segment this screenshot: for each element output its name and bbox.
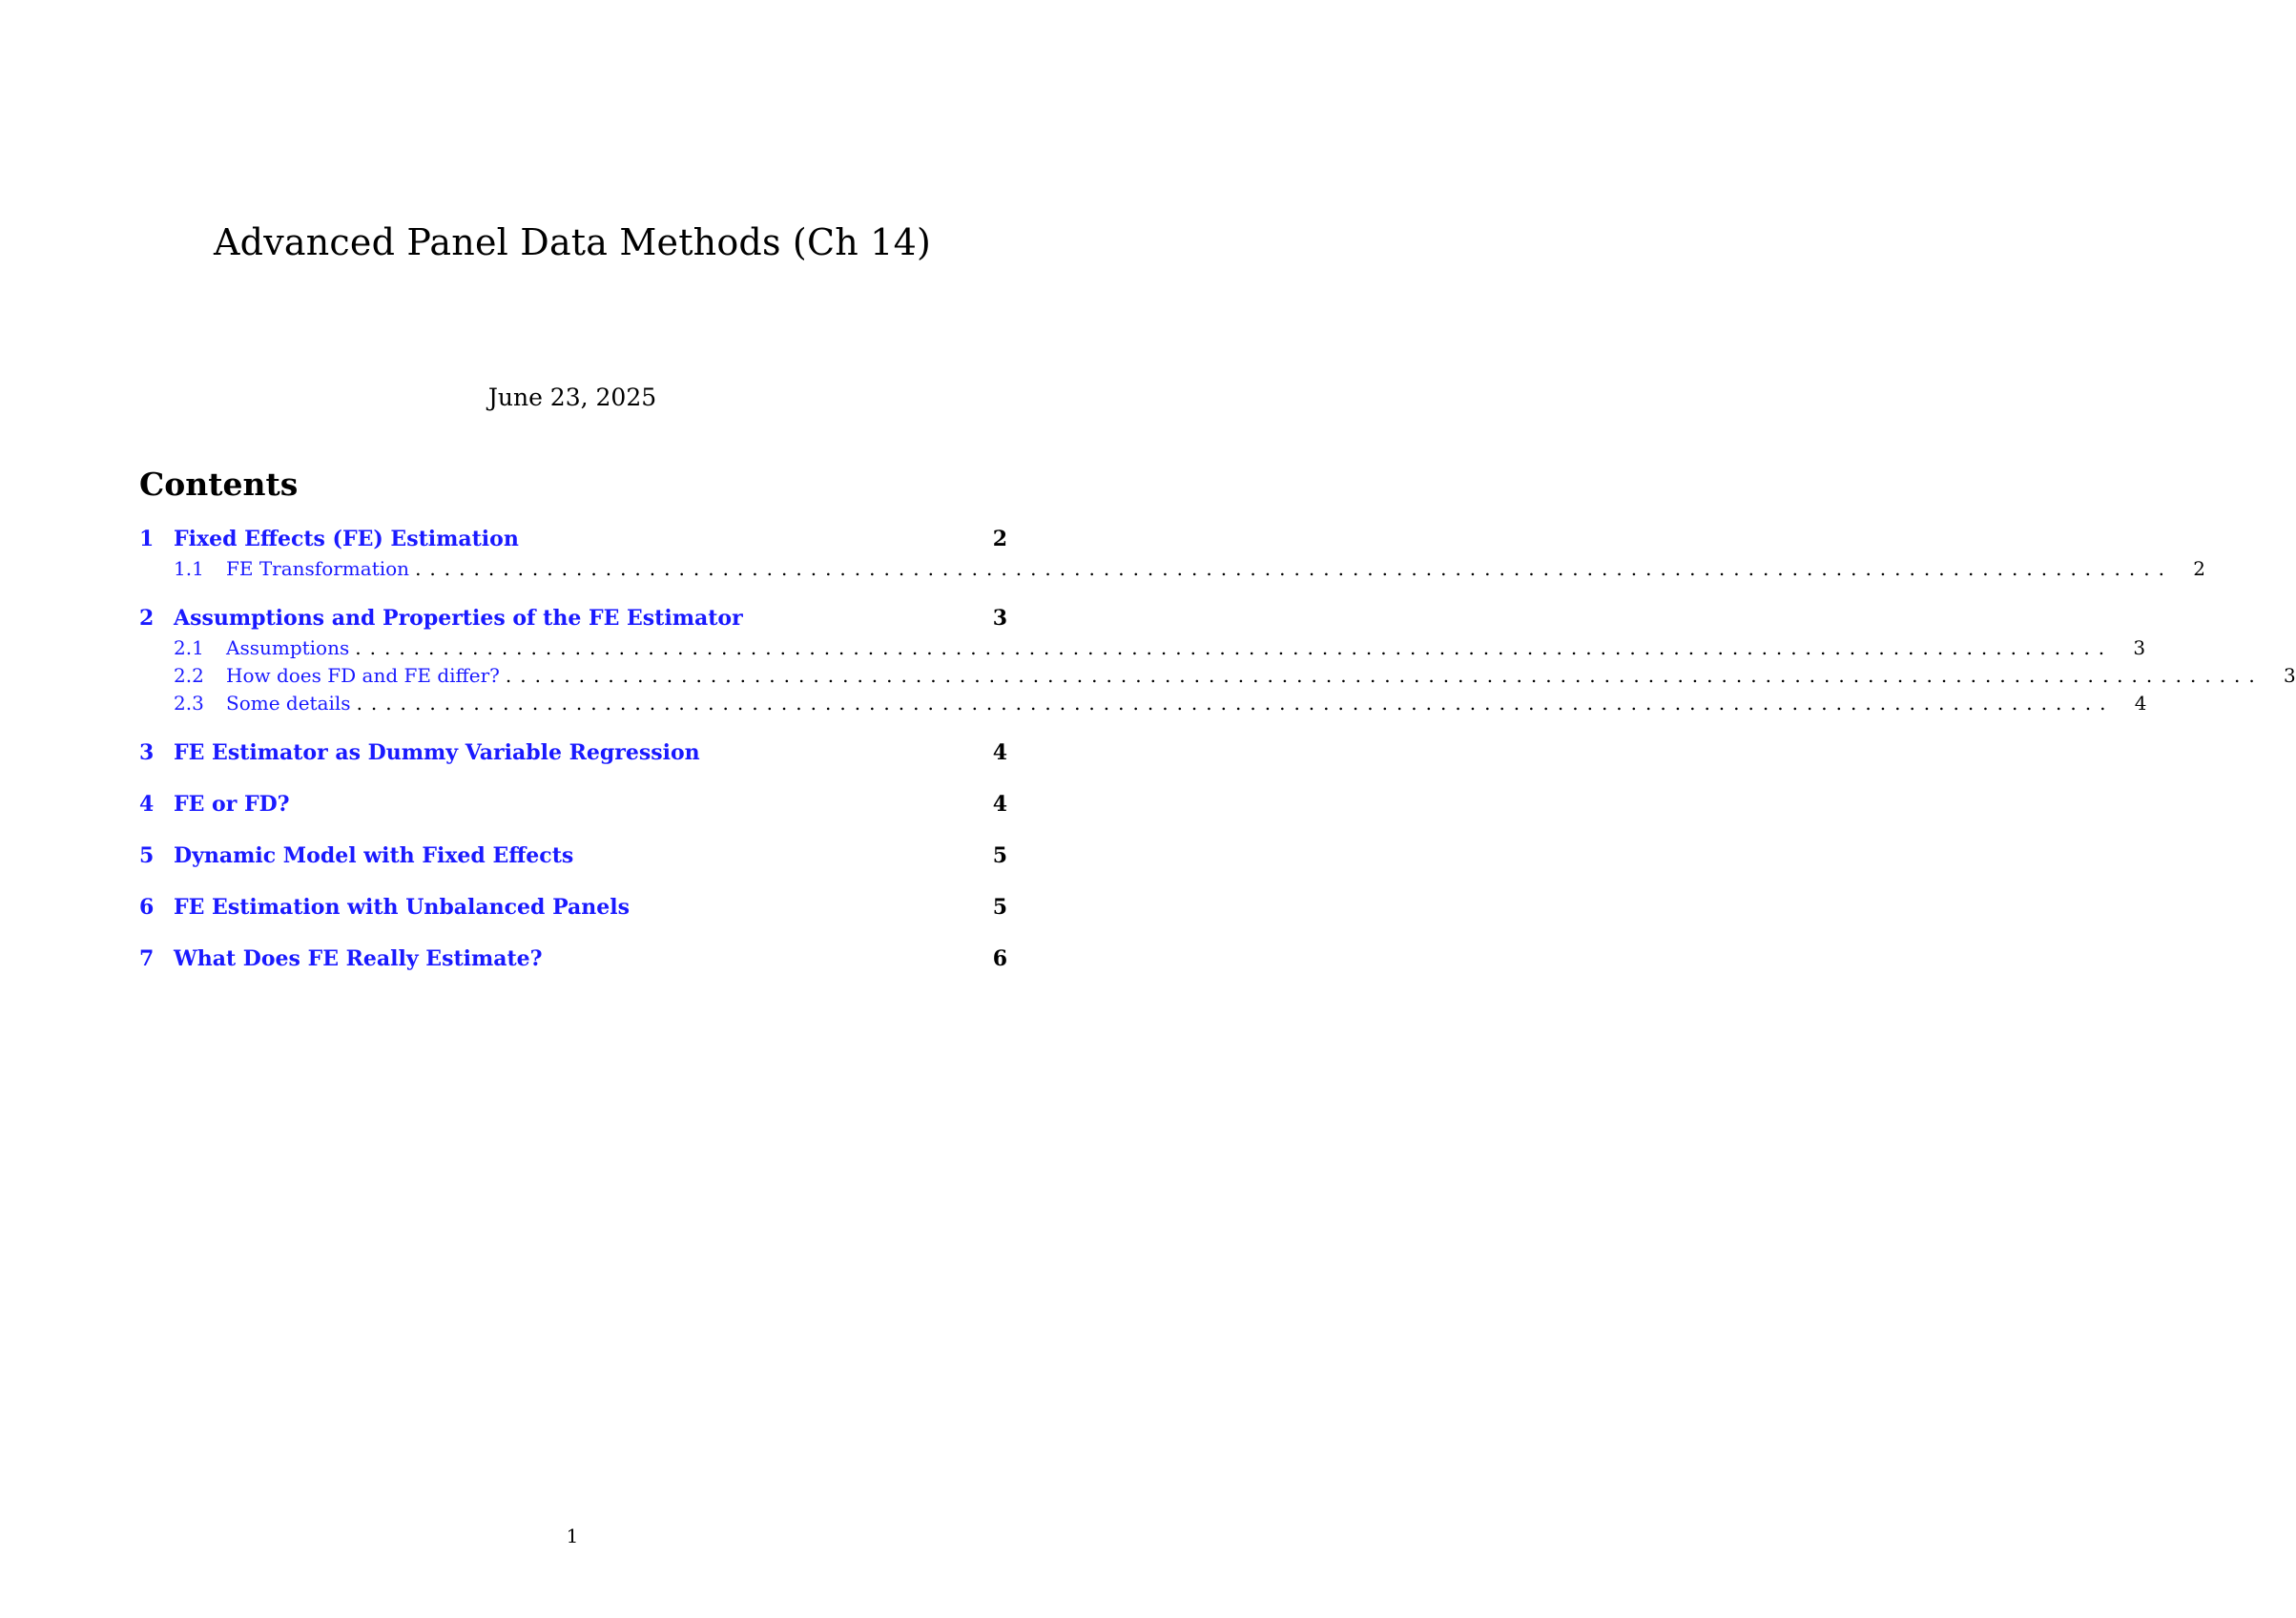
section-title[interactable]: What Does FE Really Estimate?: [174, 946, 543, 971]
subsection-title[interactable]: How does FD and FE differ?: [226, 664, 500, 687]
toc-subsection-link[interactable]: [139, 662, 2296, 690]
section-page: 6: [992, 946, 1007, 971]
section-title[interactable]: FE Estimation with Unbalanced Panels: [174, 895, 631, 920]
section-number: 3: [139, 740, 155, 765]
subsection-number: 1.1: [174, 557, 204, 580]
toc-subsection-link[interactable]: [139, 634, 2146, 662]
toc-section-link[interactable]: [139, 523, 1007, 555]
document-title: Advanced Panel Data Methods (Ch 14): [214, 221, 931, 263]
section-title[interactable]: Dynamic Model with Fixed Effects: [174, 843, 574, 868]
section-title[interactable]: Assumptions and Properties of the FE Estimator: [174, 606, 743, 631]
toc-section-link[interactable]: [139, 891, 1007, 923]
dot-leader: ........................................................................................................................: [505, 664, 2264, 687]
contents-heading: Contents: [139, 466, 299, 503]
subsection-number: 2.2: [174, 664, 204, 687]
section-number: 4: [139, 792, 155, 817]
section-page: 2: [992, 527, 1007, 551]
section-title[interactable]: FE Estimator as Dummy Variable Regression: [174, 740, 700, 765]
toc-section-5: [139, 840, 1007, 872]
section-number: 5: [139, 843, 155, 868]
section-number: 1: [139, 527, 155, 551]
section-page: 5: [992, 843, 1007, 868]
subsection-title[interactable]: FE Transformation: [226, 557, 410, 580]
toc-section-3: [139, 736, 1007, 769]
dot-leader: ........................................................................................................................: [415, 557, 2173, 580]
toc-section-1: [139, 523, 2205, 583]
dot-leader: ........................................................................................................................: [355, 636, 2114, 659]
subsection-page: 2: [2193, 557, 2205, 580]
toc-subsection-link[interactable]: [139, 555, 2205, 583]
toc-section-7: [139, 943, 1007, 975]
section-title[interactable]: Fixed Effects (FE) Estimation: [174, 527, 519, 551]
subsection-title[interactable]: Assumptions: [226, 636, 350, 659]
table-of-contents: [139, 523, 2296, 994]
subsection-number: 2.1: [174, 636, 204, 659]
toc-section-link[interactable]: [139, 943, 1007, 975]
section-number: 6: [139, 895, 155, 920]
toc-section-link[interactable]: [139, 736, 1007, 769]
toc-section-2: [139, 602, 2296, 717]
section-page: 5: [992, 895, 1007, 920]
section-number: 2: [139, 606, 155, 631]
subsection-page: 3: [2284, 664, 2296, 687]
subsection-title[interactable]: Some details: [226, 692, 351, 715]
document-date: June 23, 2025: [487, 384, 657, 411]
section-title[interactable]: FE or FD?: [174, 792, 290, 817]
page-number: 1: [566, 1525, 579, 1547]
section-page: 4: [992, 792, 1007, 817]
toc-section-link[interactable]: [139, 840, 1007, 872]
subsection-page: 4: [2134, 692, 2147, 715]
toc-section-link[interactable]: [139, 788, 1007, 820]
toc-section-link[interactable]: [139, 602, 1007, 634]
toc-section-4: [139, 788, 1007, 820]
toc-subsection-link[interactable]: [139, 690, 2147, 717]
subsection-page: 3: [2133, 636, 2146, 659]
dot-leader: ........................................................................................................................: [356, 692, 2115, 715]
toc-section-6: [139, 891, 1007, 923]
section-page: 4: [992, 740, 1007, 765]
section-page: 3: [992, 606, 1007, 631]
subsection-number: 2.3: [174, 692, 204, 715]
section-number: 7: [139, 946, 155, 971]
